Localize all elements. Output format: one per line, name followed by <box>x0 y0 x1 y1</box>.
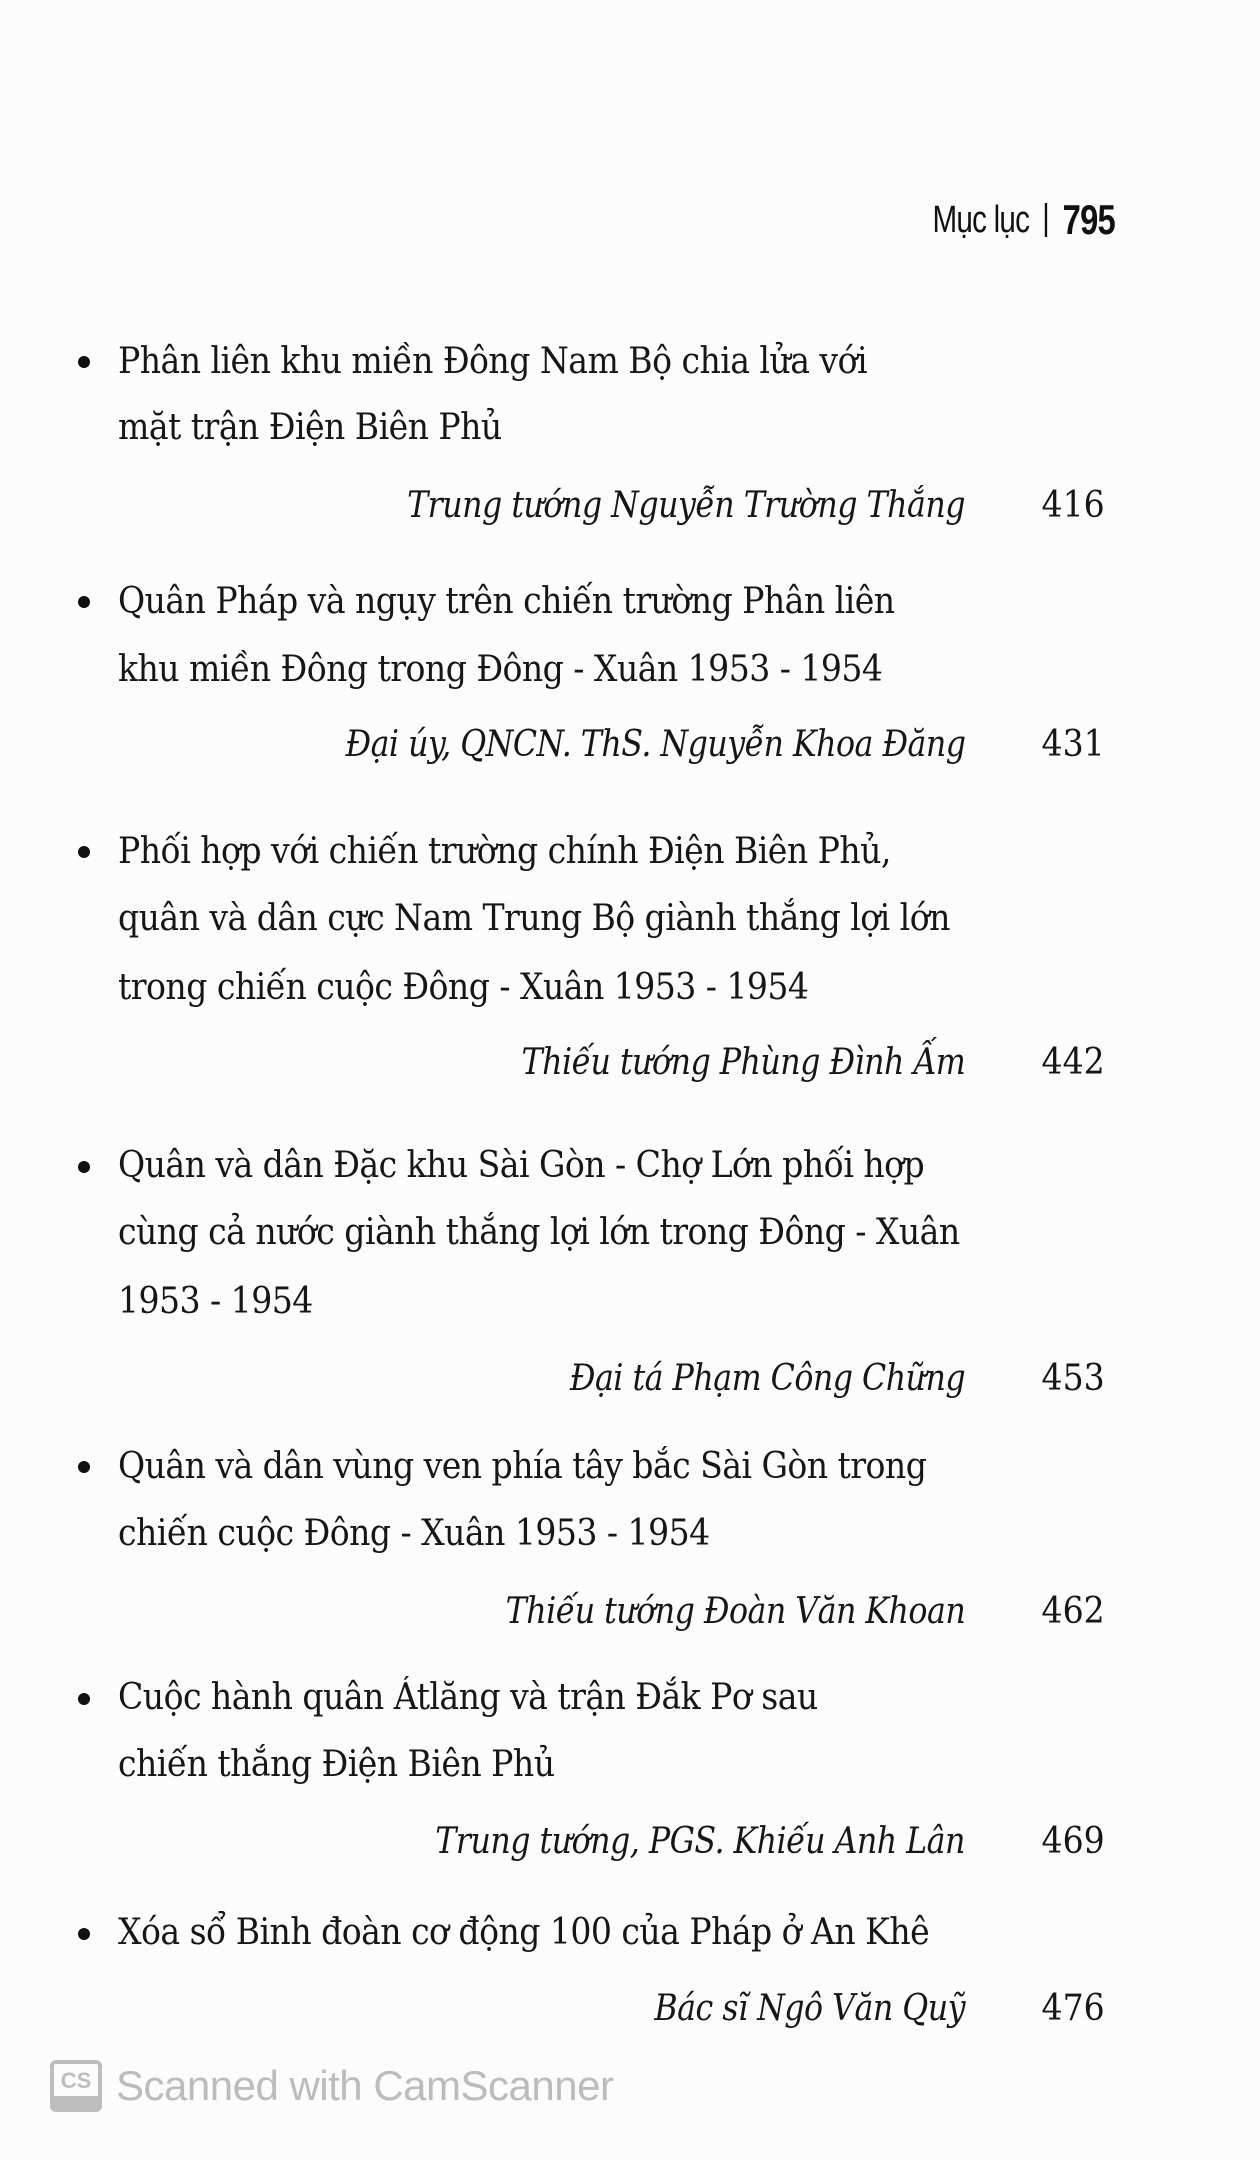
entry-page-number: 431 <box>1041 724 1105 765</box>
entry-page-number: 416 <box>1041 485 1105 526</box>
entry-title-line: Cuộc hành quân Átlăng và trận Đắk Pơ sau <box>118 1677 818 1718</box>
entry-title-line: Quân Pháp và ngụy trên chiến trường Phân liên <box>118 581 895 622</box>
section-title: Mục lục <box>932 198 1030 241</box>
entry-title-line: chiến thắng Điện Biên Phủ <box>118 1744 555 1785</box>
camscanner-watermark <box>50 2060 613 2112</box>
entry-title-line: chiến cuộc Đông - Xuân 1953 - 1954 <box>118 1513 710 1554</box>
bullet-icon <box>78 356 90 368</box>
entry-title-line: Xóa sổ Binh đoàn cơ động 100 của Pháp ở An Khê <box>118 1912 930 1953</box>
entry-page-number: 476 <box>1041 1988 1105 2029</box>
entry-author: Bác sĩ Ngô Văn Quỹ <box>654 1988 965 2029</box>
entry-page-number: 462 <box>1041 1591 1105 1632</box>
bullet-icon <box>78 1461 90 1473</box>
entry-title-line: Phối hợp với chiến trường chính Điện Biên Phủ, <box>118 831 891 872</box>
bullet-icon <box>78 846 90 858</box>
bullet-icon <box>78 1693 90 1705</box>
entry-page-number: 442 <box>1041 1042 1105 1083</box>
running-head <box>932 196 1115 244</box>
entry-author: Thiếu tướng Đoàn Văn Khoan <box>505 1591 965 1632</box>
entry-title-line: quân và dân cực Nam Trung Bộ giành thắng lợi lớn <box>118 898 950 939</box>
watermark-text: Scanned with CamScanner <box>116 2062 614 2109</box>
bullet-icon <box>78 1161 90 1173</box>
header-separator <box>1045 203 1047 237</box>
camscanner-logo-icon: CS <box>50 2060 102 2112</box>
entry-author: Trung tướng Nguyễn Trường Thắng <box>407 485 965 526</box>
entry-title-line: trong chiến cuộc Đông - Xuân 1953 - 1954 <box>118 967 809 1008</box>
header-page-number: 795 <box>1062 196 1115 243</box>
bullet-icon <box>78 596 90 608</box>
entry-title-line: 1953 - 1954 <box>118 1281 313 1322</box>
entry-title-line: Quân và dân vùng ven phía tây bắc Sài Gòn trong <box>118 1446 927 1487</box>
entry-page-number: 469 <box>1041 1821 1105 1862</box>
entry-title-line: Quân và dân Đặc khu Sài Gòn - Chợ Lớn phối hợp <box>118 1145 925 1186</box>
entry-title-line: Phân liên khu miền Đông Nam Bộ chia lửa với <box>118 341 868 382</box>
bullet-icon <box>78 1928 90 1940</box>
entry-author: Đại úy, QNCN. ThS. Nguyễn Khoa Đăng <box>345 724 965 765</box>
entry-author: Trung tướng, PGS. Khiếu Anh Lân <box>435 1821 965 1862</box>
entry-author: Thiếu tướng Phùng Đình Ấm <box>521 1042 965 1083</box>
entry-author: Đại tá Phạm Công Chững <box>569 1358 965 1399</box>
entry-page-number: 453 <box>1041 1358 1105 1399</box>
entry-title-line: mặt trận Điện Biên Phủ <box>118 407 502 448</box>
entry-title-line: cùng cả nước giành thắng lợi lớn trong Đông - Xuân <box>118 1212 960 1253</box>
show-through-bleed <box>1030 345 1230 385</box>
entry-title-line: khu miền Đông trong Đông - Xuân 1953 - 1954 <box>118 649 883 690</box>
